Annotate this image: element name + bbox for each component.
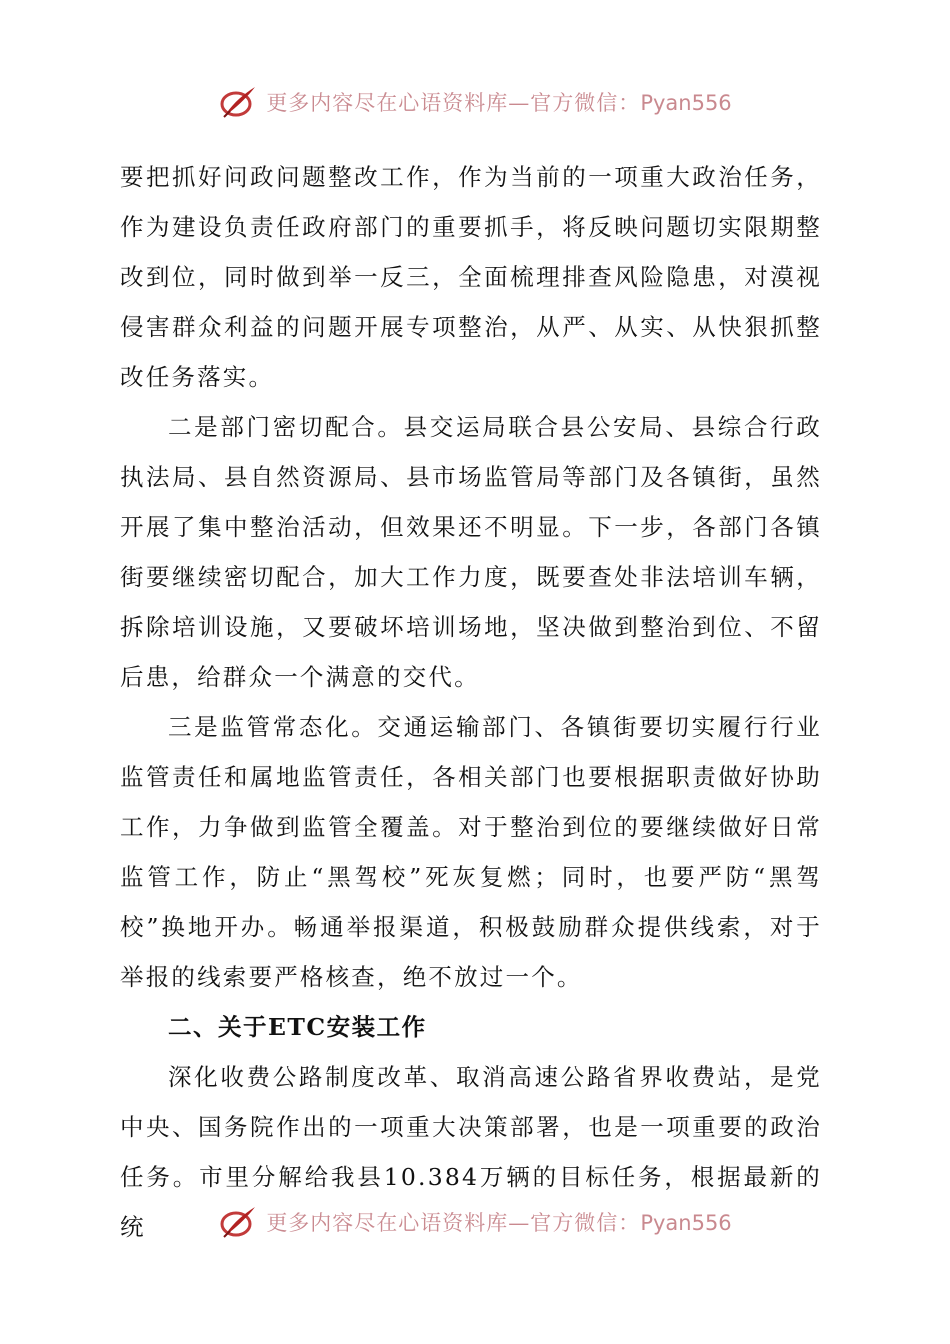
quill-pen-logo-icon bbox=[218, 1204, 258, 1238]
watermark-banner-top bbox=[0, 82, 950, 122]
paragraph: 要把抓好问政问题整改工作，作为当前的一项重大政治任务，作为建设负责任政府部门的重要抓手，将反映问题切实限期整改到位，同时做到举一反三，全面梳理排查风险隐患，对漠视侵害群众利益的问题开展专项整治，从严、从实、从快狠抓整改任务落实。 bbox=[120, 163, 822, 391]
section-heading: 二、关于ETC安装工作 bbox=[168, 1013, 427, 1041]
watermark-banner-bottom bbox=[0, 1202, 950, 1238]
paragraph: 深化收费公路制度改革、取消高速公路省界收费站，是党中央、国务院作出的一项重大决策部署，也是一项重要的政治任务。市里分解给我县10.384万辆的目标任务，根据最新的统 bbox=[120, 1063, 822, 1241]
quill-pen-logo-icon bbox=[218, 84, 258, 120]
paragraph: 三是监管常态化。交通运输部门、各镇街要切实履行行业监管责任和属地监管责任，各相关部门也要根据职责做好协助工作，力争做到监管全覆盖。对于整治到位的要继续做好日常监管工作，防止“黑驾校”死灰复燃；同时，也要严防“黑驾校”换地开办。畅通举报渠道，积极鼓励群众提供线索，对于举报的线索要严格核查，绝不放过一个。 bbox=[120, 713, 822, 991]
watermark-text: 更多内容尽在心语资料库—官方微信：Pyan556 bbox=[266, 1211, 732, 1235]
watermark-text: 更多内容尽在心语资料库—官方微信：Pyan556 bbox=[266, 91, 732, 115]
paragraph: 二是部门密切配合。县交运局联合县公安局、县综合行政执法局、县自然资源局、县市场监管局等部门及各镇街，虽然开展了集中整治活动，但效果还不明显。下一步，各部门各镇街要继续密切配合，加大工作力度，既要查处非法培训车辆，拆除培训设施，又要破坏培训场地，坚决做到整治到位、不留后患，给群众一个满意的交代。 bbox=[120, 413, 822, 691]
document-body bbox=[120, 152, 822, 1252]
